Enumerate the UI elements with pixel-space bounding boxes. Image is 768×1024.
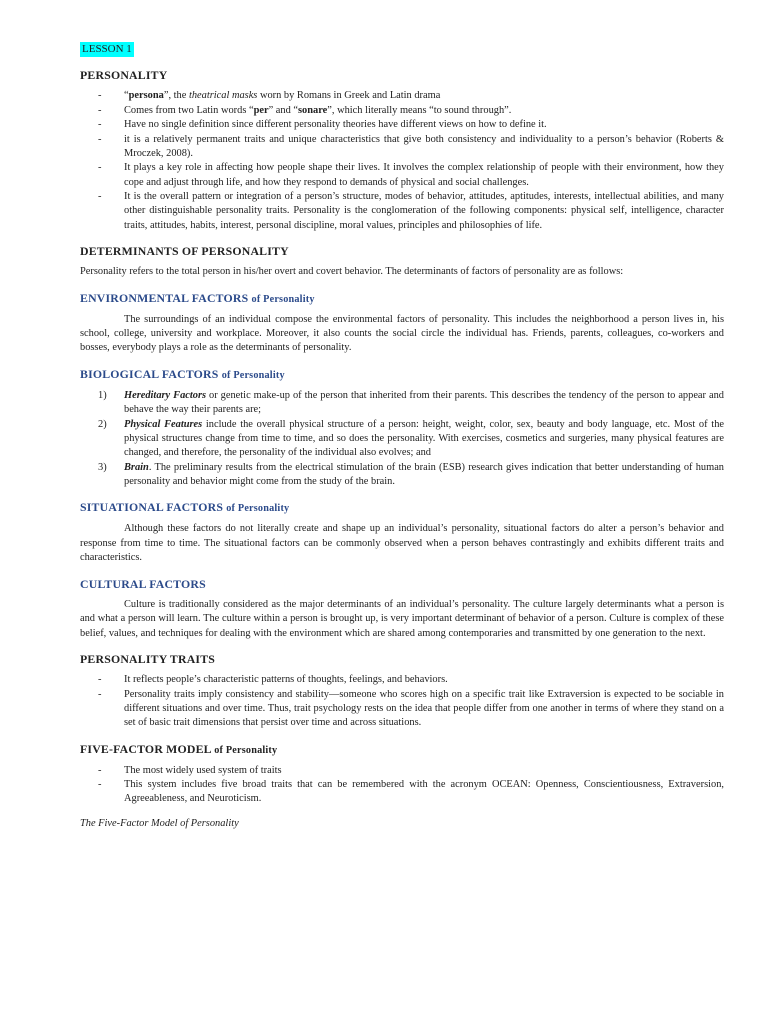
term-brain: Brain [124,461,149,473]
term-sonare: sonare [298,104,328,116]
list-item: - Comes from two Latin words “per” and “sonare”, which literally means “to sound through”. [80,104,724,118]
list-item: - It reflects people’s characteristic patterns of thoughts, feelings, and behaviors. [80,673,724,687]
list-item: - It is the overall pattern or integration of a person’s structure, modes of behavior, attitudes, aptitudes, interests, intellectual abilities, and many other distinguishable personality traits. Personality is the conglomeration of the following components: physical self, intelligence, character traits, attitudes, habits, interest, personal discipline, moral values, principles and philosophies of life. [80,190,724,233]
traits-list [80,673,724,730]
list-item: - “persona”, the theatrical masks worn by Romans in Greek and Latin drama [80,89,724,103]
term-hereditary-factors: Hereditary Factors [124,389,207,401]
situational-heading: SITUATIONAL FACTORS of Personality [80,500,290,515]
cultural-heading: CULTURAL FACTORS [80,576,206,591]
biological-list [80,389,724,490]
list-item: - Personality traits imply consistency and stability—someone who scores high on a specific trait like Extraversion is expected to be sociable in different situations and over time. Thus, trait psychology rests on the idea that people differ from one another in terms of where they stand on a set of basic trait dimensions that persist over time and across situations. [80,688,724,731]
environmental-heading: ENVIRONMENTAL FACTORS of Personality [80,290,315,305]
list-item: 1) Hereditary Factors or genetic make-up of the person that inherited from their parents. This describes the tendency of the person to appear and behave the way their parents are; [98,389,724,416]
situational-paragraph: Although these factors do not literally create and shape up an individual’s personality, situational factors do alter a person’s behavior and response from time to time. The situational factors can be commonly observed when a person behaves contrastingly and exhibits different traits and characteristics. [80,523,724,564]
list-item: - The most widely used system of traits [80,764,724,778]
determinants-heading: DETERMINANTS OF PERSONALITY [80,244,289,259]
personality-heading: PERSONALITY [80,68,168,83]
five-factor-heading: FIVE-FACTOR MODEL of Personality [80,741,278,756]
list-item: - Have no single definition since different personality theories have different views on how to define it. [80,118,724,132]
term-physical-features: Physical Features [124,418,203,430]
list-item: - It plays a key role in affecting how people shape their lives. It involves the complex relationship of people with their environment, how they cope and adjust through life, and how they respond to demands of physical and social challenges. [80,161,724,190]
figure-caption: The Five-Factor Model of Personality [80,817,239,829]
list-item: - This system includes five broad traits that can be remembered with the acronym OCEAN: Openness, Conscientiousness, Extraversion, Agreeableness, and Neuroticism. [80,778,724,807]
term-persona: persona [128,90,164,102]
term-per: per [253,104,269,116]
determinants-paragraph: Personality refers to the total person in his/her overt and covert behavior. The determinants of factors of personality are as follows: [80,266,624,278]
list-item: 2) Physical Features include the overall physical structure of a person: height, weight, color, sex, beauty and body language, etc. Most of the physical structures change from time to time, and so does the personality. With exercises, cosmetics and surgeries, many physical features are changed, and therefore, the personality of the individual also evolves; and [98,418,725,459]
list-item: - it is a relatively permanent traits and unique characteristics that give both consistency and individuality to a person’s behavior (Roberts & Mroczek, 2008). [80,133,724,162]
term-theatrical-masks: theatrical masks [188,90,258,102]
biological-heading: BIOLOGICAL FACTORS of Personality [80,366,285,381]
cultural-paragraph: Culture is traditionally considered as the major determinants of an individual’s personality. The culture largely determinants what a person is and what a person will learn. The culture within a person is brought up, is very important determinant of behavior of a person. Culture is complex of these belief, values, and techniques for dealing with the environment which are shared among contemporaries and transmitted by one generation to the next. [80,598,724,639]
personality-list [80,89,724,233]
five-factor-list [80,764,724,807]
list-item: 3) Brain. The preliminary results from the electrical stimulation of the brain (ESB) research gives indication that better understanding of human personality and behavior might come from the study of the brain. [98,461,724,488]
lesson-label: LESSON 1 [80,42,134,57]
traits-heading: PERSONALITY TRAITS [80,651,216,666]
environmental-paragraph: The surroundings of an individual compose the environmental factors of personality. This includes the neighborhood a person lives in, his school, college, university and workplace. Moreover, it also counts the social circle the individual has. Friends, parents, colleagues, co-workers and bosses, everybody plays a role as the determinants of personality. [80,313,724,354]
